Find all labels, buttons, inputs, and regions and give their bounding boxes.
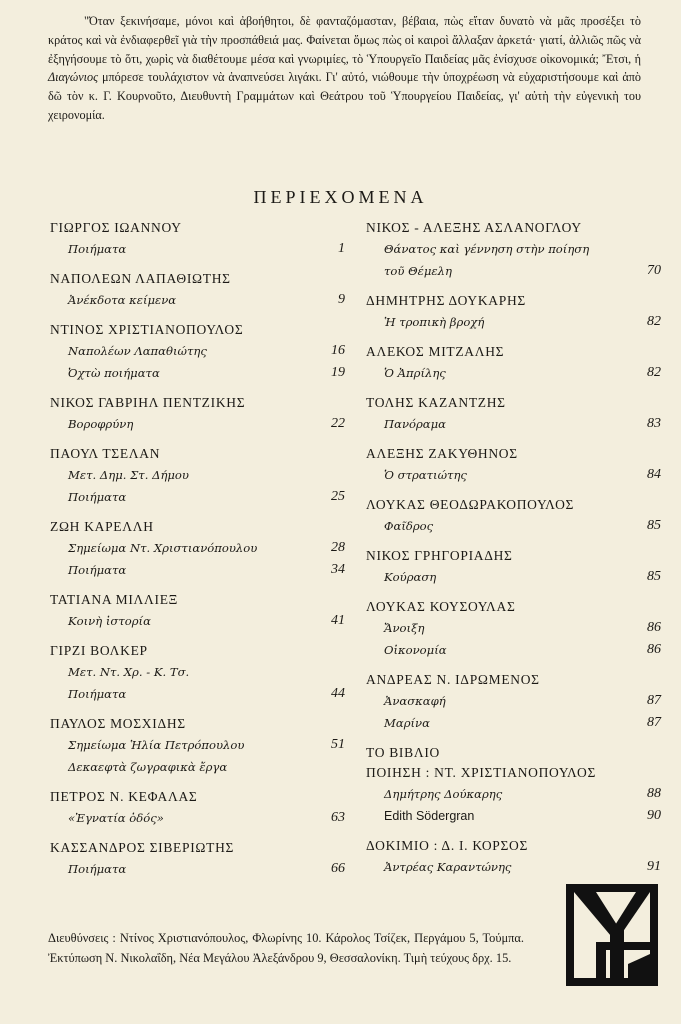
- work-title: Κοινὴ ἱστορία: [68, 614, 151, 628]
- work-title: Ποιήματα: [68, 862, 127, 876]
- contents-entry: [366, 836, 661, 878]
- contents-entry: [50, 787, 345, 829]
- page-number: 86: [647, 642, 661, 657]
- page-number: 28: [331, 540, 345, 555]
- page-number: 88: [647, 786, 661, 801]
- work-title: Ποιήματα: [68, 242, 127, 256]
- work-line: [366, 690, 661, 712]
- page-number: 34: [331, 562, 345, 577]
- author-name: ΑΛΕΚΟΣ ΜΙΤΖΑΛΗΣ: [366, 344, 505, 359]
- work-line: [366, 238, 661, 260]
- author-name: ΔΗΜΗΤΡΗΣ ΔΟΥΚΑΡΗΣ: [366, 293, 526, 308]
- work-line: [366, 566, 661, 588]
- diagonios-logo-icon: [566, 884, 658, 986]
- work-title: Δεκαεφτὰ ζωγραφικὰ ἔργα: [68, 760, 228, 774]
- page-number: 22: [331, 416, 345, 431]
- author-name: ΤΑΤΙΑΝΑ ΜΙΛΛΙΕΞ: [50, 592, 179, 607]
- page-number: 70: [647, 263, 661, 278]
- journal-name: Διαγώνιος: [48, 70, 99, 85]
- page-number: 16: [331, 343, 345, 358]
- work-title: Ὁ στρατιώτης: [384, 468, 467, 482]
- work-line: [366, 639, 661, 661]
- work-line: [50, 683, 345, 705]
- work-line: [366, 311, 661, 333]
- contents-entry: [366, 342, 661, 384]
- author-name: ΛΟΥΚΑΣ ΘΕΟΔΩΡΑΚΟΠΟΥΛΟΣ: [366, 497, 575, 512]
- work-line: [50, 807, 345, 829]
- work-line: [50, 858, 345, 880]
- author-name: ΠΕΤΡΟΣ Ν. ΚΕΦΑΛΑΣ: [50, 789, 198, 804]
- page-number: 66: [331, 861, 345, 876]
- work-title: Ποιήματα: [68, 687, 127, 701]
- contents-entry: [366, 495, 661, 537]
- work-title: Φαῖδρος: [384, 519, 434, 533]
- translator-note: Μετ. Δημ. Στ. Δήμου: [68, 468, 189, 482]
- page-number: 82: [647, 314, 661, 329]
- contents-entry: [366, 546, 661, 588]
- contents-entry: [50, 444, 345, 508]
- work-line: [366, 515, 661, 537]
- contents-entry: [50, 590, 345, 632]
- contents-entry: [366, 444, 661, 486]
- contents-title: ΠΕΡΙΕΧΟΜΕΝΑ: [253, 187, 428, 207]
- page-number: 82: [647, 365, 661, 380]
- work-line: [50, 734, 345, 756]
- page-number: 1: [338, 241, 345, 256]
- contents-entry: [366, 743, 661, 827]
- contents-entry: [366, 291, 661, 333]
- author-name: ΠΑΥΛΟΣ ΜΟΣΧΙΔΗΣ: [50, 716, 186, 731]
- work-title: Ἄνοιξη: [384, 621, 425, 635]
- work-line: [366, 805, 661, 827]
- work-title: Ὁ Ἀπρίλης: [384, 366, 446, 380]
- translator-note: Μετ. Ντ. Χρ. - Κ. Τσ.: [68, 665, 190, 679]
- work-title: Ἀνασκαφή: [384, 694, 446, 708]
- author-name: ΓΙΡΖΙ ΒΟΛΚΕΡ: [50, 643, 148, 658]
- page-number: 25: [331, 489, 345, 504]
- author-name: ΚΑΣΣΑΝΔΡΟΣ ΣΙΒΕΡΙΩΤΗΣ: [50, 840, 235, 855]
- work-title: «Ἐγνατία ὁδός»: [68, 811, 164, 825]
- contents-entry: [50, 517, 345, 581]
- page-number: 84: [647, 467, 661, 482]
- work-line: [366, 464, 661, 486]
- work-line: [366, 783, 661, 805]
- contents-entry: [50, 393, 345, 435]
- page-number: 85: [647, 518, 661, 533]
- work-line: [50, 362, 345, 384]
- work-title: Ποιήματα: [68, 490, 127, 504]
- author-name: ΛΟΥΚΑΣ ΚΟΥΣΟΥΛΑΣ: [366, 599, 516, 614]
- page-number: 91: [647, 859, 661, 874]
- work-line: [366, 617, 661, 639]
- contents-entry: [50, 269, 345, 311]
- work-title: Ἀντρέας Καραντώνης: [384, 860, 512, 874]
- author-name: ΖΩΗ ΚΑΡΕΛΛΗ: [50, 519, 154, 534]
- work-line: [50, 486, 345, 508]
- work-title: Σημείωμα Ντ. Χριστιανόπουλου: [68, 541, 258, 555]
- author-name: ΑΝΔΡΕΑΣ Ν. ΙΔΡΩΜΕΝΟΣ: [366, 672, 540, 687]
- work-title: Edith Södergran: [384, 809, 475, 823]
- contents-right-column: [366, 218, 661, 887]
- work-line: [50, 559, 345, 581]
- contents-entry: [366, 597, 661, 661]
- work-line: [50, 340, 345, 362]
- work-line: [50, 289, 345, 311]
- page-number: 9: [338, 292, 345, 307]
- author-name: ΔΟΚΙΜΙΟ : Δ. Ι. ΚΟΡΣΟΣ: [366, 838, 529, 853]
- addresses-footer: Διευθύνσεις : Ντίνος Χριστιανόπουλος, Φλωρίνης 10. Κάρολος Τσίζεκ, Περγάμου 5, Τούμπα. Ἐκτύπωση Ν. Νικολαΐδη, Νέα Μεγάλου Ἀλεξάνδρου 9, Θεσσαλονίκη. Τιμὴ τεύχους δρχ. 15.: [48, 931, 524, 965]
- work-title: Μαρίνα: [384, 716, 430, 730]
- page-number: 51: [331, 737, 345, 752]
- work-title: Κούραση: [384, 570, 437, 584]
- work-line: [366, 712, 661, 734]
- contents-entry: [50, 714, 345, 778]
- contents-entry: [50, 320, 345, 384]
- page-number: 87: [647, 693, 661, 708]
- work-title: Ποιήματα: [68, 563, 127, 577]
- author-name: ΝΙΚΟΣ - ΑΛΕΞΗΣ ΑΣΛΑΝΟΓΛΟΥ: [366, 220, 582, 235]
- page-number: 63: [331, 810, 345, 825]
- work-title: τοῦ Θέμελη: [384, 264, 452, 278]
- page-number: 86: [647, 620, 661, 635]
- contents-entry: [50, 218, 345, 260]
- work-line: [50, 537, 345, 559]
- author-name: ΓΙΩΡΓΟΣ ΙΩΑΝΝΟΥ: [50, 220, 182, 235]
- contents-entry: [366, 218, 661, 282]
- work-title: Ὀχτὼ ποιήματα: [68, 366, 160, 380]
- page-number: 85: [647, 569, 661, 584]
- work-title: Ἀνέκδοτα κείμενα: [68, 293, 177, 307]
- work-line: [50, 756, 345, 778]
- work-title: Βοροφρύνη: [68, 417, 134, 431]
- author-name: ΤΟ ΒΙΒΛΙΟ: [366, 745, 440, 760]
- page-number: 44: [331, 686, 345, 701]
- page-number: 41: [331, 613, 345, 628]
- author-name: ΠΑΟΥΛ ΤΣΕΛΑΝ: [50, 446, 161, 461]
- page-number: 87: [647, 715, 661, 730]
- author-name: ΝΙΚΟΣ ΓΡΗΓΟΡΙΑΔΗΣ: [366, 548, 513, 563]
- author-name: ΝΤΙΝΟΣ ΧΡΙΣΤΙΑΝΟΠΟΥΛΟΣ: [50, 322, 244, 337]
- contents-left-column: [50, 218, 345, 889]
- work-title: Ἡ τροπικὴ βροχή: [384, 315, 485, 329]
- contents-entry: [50, 641, 345, 705]
- contents-entry: [366, 393, 661, 435]
- work-line: [366, 856, 661, 878]
- author-name: ΑΛΕΞΗΣ ΖΑΚΥΘΗΝΟΣ: [366, 446, 518, 461]
- page-number: 83: [647, 416, 661, 431]
- work-title: Οἰκονομία: [384, 643, 447, 657]
- work-line: [50, 238, 345, 260]
- contents-entry: [50, 838, 345, 880]
- work-title: Δημήτρης Δούκαρης: [384, 787, 503, 801]
- work-title: Ναπολέων Λαπαθιώτης: [68, 344, 207, 358]
- work-title: Πανόραμα: [384, 417, 446, 431]
- work-line: [50, 413, 345, 435]
- work-line: [366, 362, 661, 384]
- work-line: [50, 610, 345, 632]
- intro-paragraph: "Όταν ξεκινήσαμε, μόνοι καὶ ἀβοήθητοι, δὲ φανταζόμασταν, βέβαια, πὼς εἴταν δυνατὸ νὰ μᾶς προσέξει τὸ κράτος καὶ νὰ ἐνδιαφερθεῖ γιὰ τὴν προσπάθειά μας. Φαίνεται ὅμως πὼς οἱ καιροὶ ἄλλαξαν ἀρκετά· γιατί, ἀλλιῶς πῶς νὰ ἐξηγήσουμε τὸ ὅτι, χωρὶς νὰ διαθέτουμε μέσα καὶ γνωριμίες, τὸ Ὑπουργεῖο Παιδείας μᾶς ἐνίσχυσε οἰκονομικά; Ἔτσι, ἡ Διαγώνιος μπόρεσε τουλάχιστον νὰ ἀναπνεύσει λιγάκι. Γι' αὐτό, νιώθουμε τὴν ὑποχρέωση νὰ εὐχαριστήσουμε καὶ ἀπὸ δῶ τὸν κ. Γ. Κουρνοῦτο, Διευθυντὴ Γραμμάτων καὶ Θεάτρου τοῦ Ὑπουργείου Παιδείας, γι' αὐτὴ τὴν εὐγενικὴ του χειρονομία.: [48, 14, 641, 122]
- page-number: 19: [331, 365, 345, 380]
- page-number: 90: [647, 808, 661, 823]
- work-title: Σημείωμα Ἡλία Πετρόπουλου: [68, 738, 245, 752]
- work-line: [366, 260, 661, 282]
- author-name: ΝΙΚΟΣ ΓΑΒΡΙΗΛ ΠΕΝΤΖΙΚΗΣ: [50, 395, 246, 410]
- author-name: ΤΟΛΗΣ ΚΑΖΑΝΤΖΗΣ: [366, 395, 506, 410]
- work-title: Θάνατος καὶ γέννηση στὴν ποίηση: [384, 242, 590, 256]
- work-line: [366, 413, 661, 435]
- contents-entry: [366, 670, 661, 734]
- author-name: ΝΑΠΟΛΕΩΝ ΛΑΠΑΘΙΩΤΗΣ: [50, 271, 231, 286]
- section-subheading: ΠΟΙΗΣΗ : ΝΤ. ΧΡΙΣΤΙΑΝΟΠΟΥΛΟΣ: [366, 765, 596, 780]
